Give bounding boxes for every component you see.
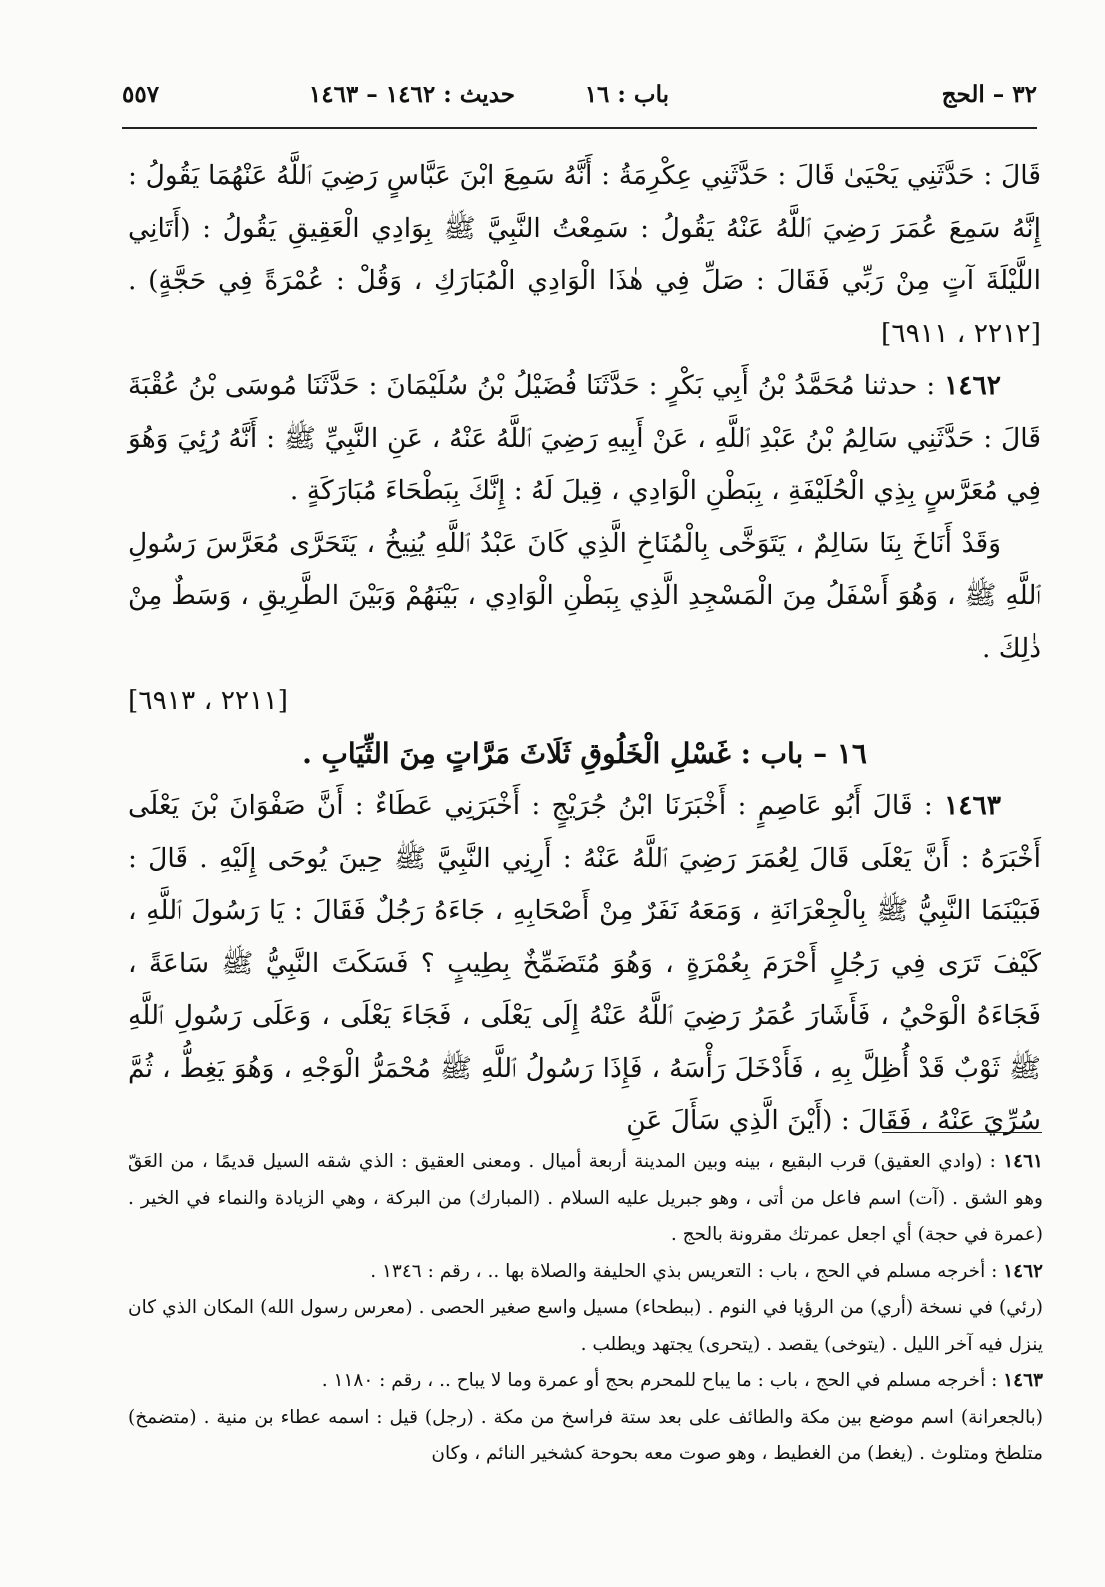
footnote-1461: [128, 1144, 1043, 1254]
hadith-1462: [128, 360, 1041, 518]
page-number: ٥٥٧: [122, 81, 160, 108]
main-text: [128, 150, 1041, 1148]
running-head: [122, 70, 1037, 120]
footnote-text: : أخرجه مسلم في الحج ، باب : التعريس بذي الحليفة والصلاة بها .. ، رقم : ١٣٤٦ .: [370, 1260, 1004, 1282]
footnote-1463-notes: (بالجعرانة) اسم موضع بين مكة والطائف على بعد ستة فراسخ من مكة . (رجل) قيل : اسمه عطاء بن منية . (متضمخ) متلطخ ومتلوث . (يغط) من الغطيط ، وهو صوت معه بحوحة كشخير النائم ، وكان: [128, 1406, 1043, 1464]
hadith-text: : قَالَ أَبُو عَاصِمٍ : أَخْبَرَنَا ابْنُ جُرَيْجٍ : أَخْبَرَنِي عَطَاءٌ : أَنَّ صَفْوَانَ بْنَ يَعْلَى أَخْبَرَهُ : أَنَّ يَعْلَى قَالَ لِعُمَرَ رَضِيَ ٱللَّهُ عَنْهُ : أَرِنِي النَّبِيَّ ﷺ حِينَ يُوحَى إِلَيْهِ . قَالَ : فَبَيْنَمَا النَّبِيُّ ﷺ بِالْجِعْرَانَةِ ، وَمَعَهُ نَفَرٌ مِنْ أَصْحَابِهِ ، جَاءَهُ رَجُلٌ فَقَالَ : يَا رَسُولَ ٱللَّهِ ، كَيْفَ تَرَى فِي رَجُلٍ أَحْرَمَ بِعُمْرَةٍ ، وَهُوَ مُتَضَمِّخٌ بِطِيبٍ ؟ فَسَكَتَ النَّبِيُّ ﷺ سَاعَةً ، فَجَاءَهُ الْوَحْيُ ، فَأَشَارَ عُمَرُ رَضِيَ ٱللَّهُ عَنْهُ إِلَى يَعْلَى ، فَجَاءَ يَعْلَى ، وَعَلَى رَسُولِ ٱللَّهِ ﷺ ثَوْبٌ قَدْ أُظِلَّ بِهِ ، فَأَدْخَلَ رَأْسَهُ ، فَإِذَا رَسُولُ ٱللَّهِ ﷺ مُحْمَرُّ الْوَجْهِ ، وَهُوَ يَغِطُّ ، ثُمَّ سُرِّيَ عَنْهُ ، فَقَالَ : (أَيْنَ الَّذِي سَأَلَ عَنِ: [128, 790, 1041, 1136]
footnote-number: ١٤٦١: [1003, 1151, 1043, 1172]
footnote-text: : أخرجه مسلم في الحج ، باب : ما يباح للمحرم بحج أو عمرة وما لا يباح .. ، رقم : ١١٨٠ .: [321, 1370, 1004, 1391]
footnote-text: : (وادي العقيق) قرب البقيع ، بينه وبين المدينة أربعة أميال . ومعنى العقيق : الذي شقه السيل قديمًا ، من العَقّ وهو الشق . (آت) اسم فاعل من أتى ، وهو جبريل عليه السلام . (المبارك) من البركة ، وهي الزيادة والنماء في الخير . (عمرة في حجة) أي اجعل عمرتك مقرونة بالحج .: [128, 1151, 1043, 1245]
hadith-1463: [128, 780, 1041, 1148]
footnote-number: ١٤٦٣: [1003, 1370, 1043, 1391]
hadith-1461-continuation: قَالَ : حَدَّثَنِي يَحْيَىٰ قَالَ : حَدَّثَنِي عِكْرِمَةُ : أَنَّهُ سَمِعَ ابْنَ عَبَّاسٍ رَضِيَ ٱللَّهُ عَنْهُمَا يَقُولُ : إِنَّهُ سَمِعَ عُمَرَ رَضِيَ ٱللَّهُ عَنْهُ يَقُولُ : سَمِعْتُ النَّبِيَّ ﷺ بِوَادِي الْعَقِيقِ يَقُولُ : (أَتَانِي اللَّيْلَةَ آتٍ مِنْ رَبِّي فَقَالَ : صَلِّ فِي هٰذَا الْوَادِي الْمُبَارَكِ ، وَقُلْ : عُمْرَةً فِي حَجَّةٍ) . [٢٢١٢ ، ٦٩١١]: [128, 160, 1041, 349]
hadith-number: ١٤٦٣: [944, 790, 1001, 821]
footnote-1462-notes: (رئي) في نسخة (أري) من الرؤيا في النوم . (ببطحاء) مسيل واسع صغير الحصى . (معرس رسول الله) المكان الذي كان ينزل فيه آخر الليل . (يتوخى) يقصد . (يتحرى) يجتهد ويطلب .: [128, 1297, 1043, 1355]
bab-number: باب : ١٦: [584, 81, 669, 108]
cross-references: [٢٢١١ ، ٦٩١٣]: [128, 685, 288, 716]
footnote-1463: [128, 1363, 1043, 1400]
footnote-1462: [128, 1254, 1043, 1291]
hadith-1462-continuation: وَقَدْ أَنَاخَ بِنَا سَالِمٌ ، يَتَوَخَّى بِالْمُنَاخِ الَّذِي كَانَ عَبْدُ ٱللَّهِ يُنِيخُ ، يَتَحَرَّى مُعَرَّسَ رَسُولِ ٱللَّهِ ﷺ ، وَهُوَ أَسْفَلُ مِنَ الْمَسْجِدِ الَّذِي بِبَطْنِ الْوَادِي ، بَيْنَهُمْ وَبَيْنَ الطَّرِيقِ ، وَسَطٌ مِنْ ذٰلِكَ .: [128, 527, 1041, 664]
hadith-range: حديث : ١٤٦٢ – ١٤٦٣: [308, 81, 515, 108]
hadith-text: : حدثنا مُحَمَّدُ بْنُ أَبِي بَكْرٍ : حَدَّثَنَا فُضَيْلُ بْنُ سُلَيْمَانَ : حَدَّثَنَا مُوسَى بْنُ عُقْبَةَ قَالَ : حَدَّثَنِي سَالِمُ بْنُ عَبْدِ ٱللَّهِ ، عَنْ أَبِيهِ رَضِيَ ٱللَّهُ عَنْهُ ، عَنِ النَّبِيِّ ﷺ : أَنَّهُ رُئِيَ وَهُوَ فِي مُعَرَّسٍ بِذِي الْحُلَيْفَةِ ، بِبَطْنِ الْوَادِي ، قِيلَ لَهُ : إِنَّكَ بِبَطْحَاءَ مُبَارَكَةٍ .: [128, 370, 1041, 506]
hadith-number: ١٤٦٢: [944, 370, 1001, 401]
header-divider: [122, 127, 1037, 129]
bab-heading: ١٦ – باب : غَسْلِ الْخَلُوقِ ثَلَاثَ مَرَّاتٍ مِنَ الثِّيَابِ .: [302, 736, 867, 770]
footnotes: [128, 1144, 1043, 1473]
chapter-title: ٣٢ – الحج: [941, 81, 1037, 108]
footnote-divider: [882, 1132, 1042, 1133]
footnote-number: ١٤٦٢: [1003, 1260, 1043, 1282]
